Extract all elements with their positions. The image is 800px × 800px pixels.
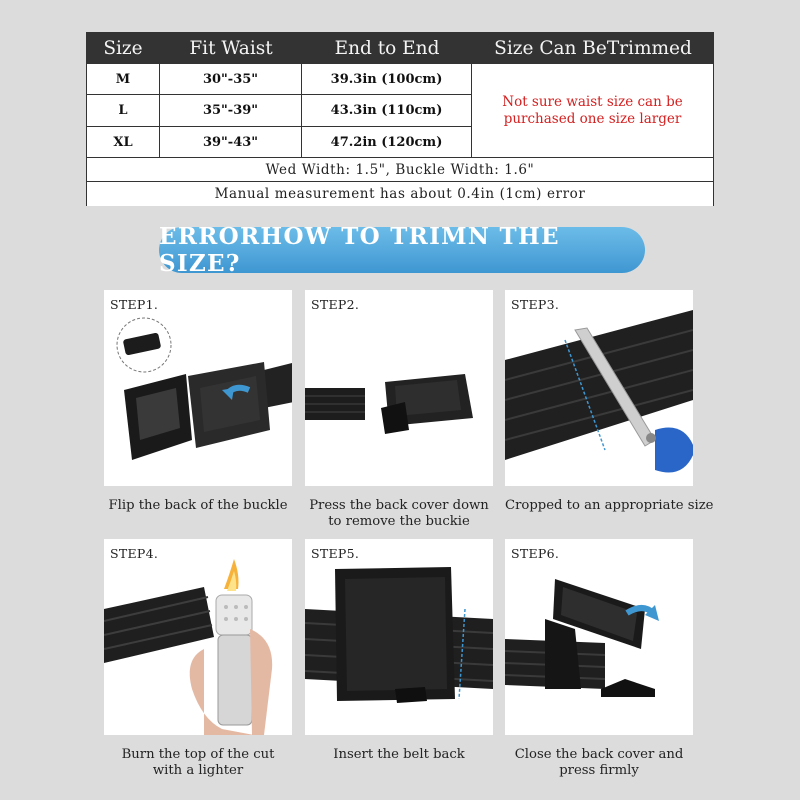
row-size: L — [86, 95, 160, 125]
insert-belt-image — [305, 539, 493, 735]
table-row — [86, 127, 472, 158]
step-2-photo — [305, 290, 493, 486]
error-line: Manual measurement has about 0.4in (1cm) error — [86, 182, 714, 206]
step-4 — [104, 539, 292, 779]
step-caption: Cropped to an appropriate size — [505, 498, 714, 513]
trim-note: Not sure waist size can be purchased one size larger — [472, 64, 714, 157]
row-size: M — [86, 64, 160, 94]
step-label: STEP2. — [311, 297, 360, 312]
step-label: STEP1. — [110, 297, 159, 312]
buckle-removed-image — [305, 290, 493, 486]
step-label: STEP4. — [110, 546, 159, 561]
step-caption: Close the back cover and press firmly — [514, 747, 684, 778]
step-1-photo — [104, 290, 292, 486]
table-header — [86, 32, 714, 64]
step-caption: Burn the top of the cut with a lighter — [121, 747, 275, 778]
table-body — [86, 64, 714, 158]
table-row — [86, 64, 472, 95]
width-line: Wed Width: 1.5", Buckle Width: 1.6" — [86, 158, 714, 182]
step-caption: Insert the belt back — [333, 747, 465, 762]
buckle-flip-image — [104, 290, 292, 486]
row-end-to-end: 47.2in (120cm) — [302, 127, 472, 158]
header-size: Size — [103, 37, 143, 59]
header-end-to-end: End to End — [334, 37, 440, 59]
step-4-photo — [104, 539, 292, 735]
header-fit-waist: Fit Waist — [189, 37, 273, 59]
step-label: STEP6. — [511, 546, 560, 561]
step-caption: Flip the back of the buckle — [108, 498, 288, 513]
step-3 — [505, 290, 714, 514]
how-to-trim-banner: ERRORHOW TO TRIMN THE SIZE? — [159, 227, 645, 273]
step-5-photo — [305, 539, 493, 735]
step-label: STEP3. — [511, 297, 560, 312]
row-end-to-end: 43.3in (110cm) — [302, 95, 472, 125]
step-label: STEP5. — [311, 546, 360, 561]
step-5 — [305, 539, 493, 763]
lighter-burn-image — [104, 539, 292, 735]
step-1 — [104, 290, 292, 514]
step-caption: Press the back cover down to remove the buckie — [309, 498, 489, 529]
step-2 — [305, 290, 493, 530]
header-trimmed: Size Can BeTrimmed — [494, 37, 692, 59]
row-fit-waist: 30"-35" — [160, 64, 302, 94]
step-3-photo — [505, 290, 693, 486]
table-row — [86, 95, 472, 126]
row-fit-waist: 35"-39" — [160, 95, 302, 125]
row-end-to-end: 39.3in (100cm) — [302, 64, 472, 94]
step-6 — [505, 539, 693, 779]
row-fit-waist: 39"-43" — [160, 127, 302, 158]
size-table — [86, 32, 714, 206]
row-size: XL — [86, 127, 160, 158]
step-6-photo — [505, 539, 693, 735]
scissors-cut-image — [505, 290, 693, 486]
close-cover-image — [505, 539, 693, 735]
